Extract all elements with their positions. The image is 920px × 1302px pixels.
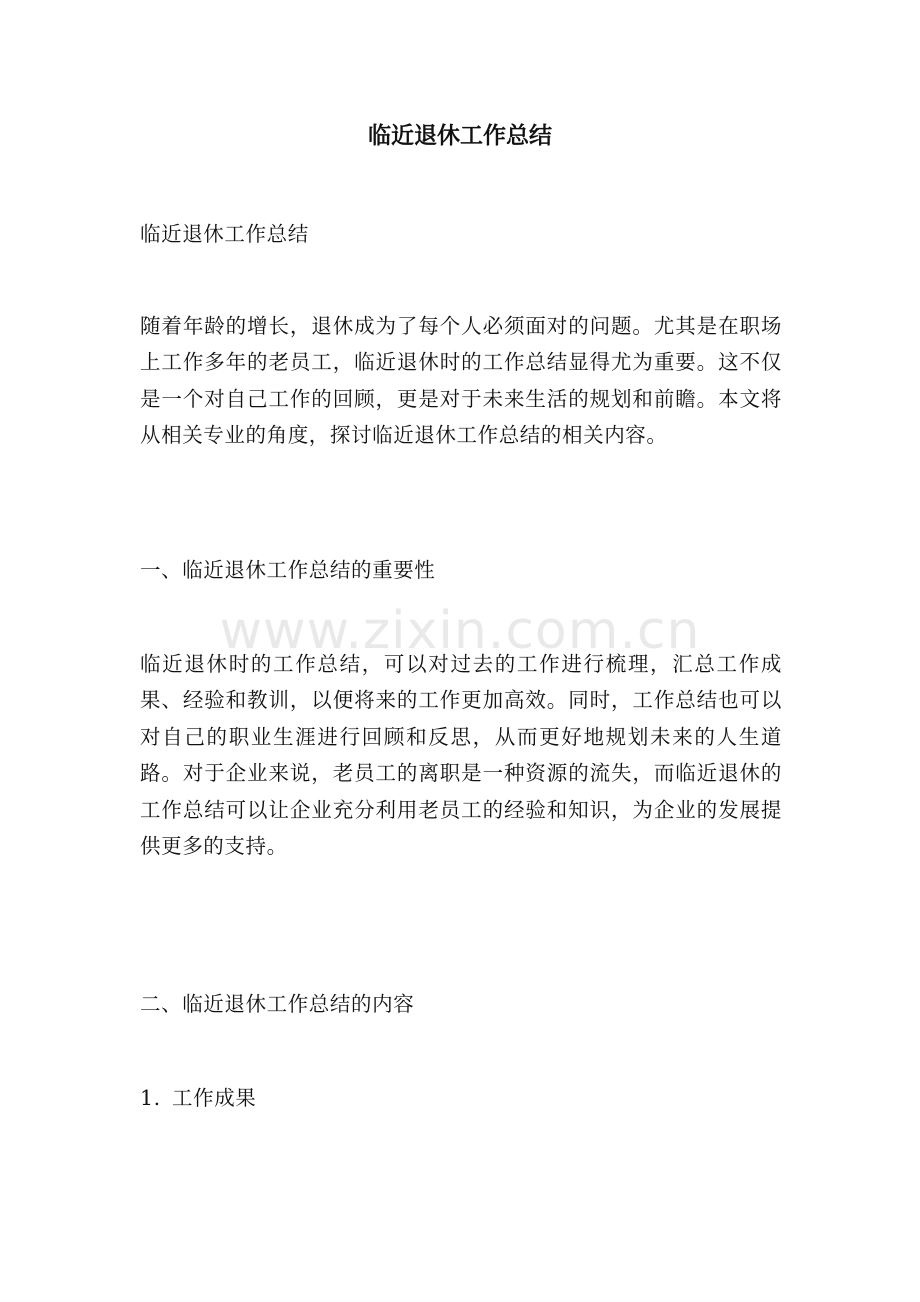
- section-heading-importance: 一、临近退休工作总结的重要性: [140, 558, 436, 582]
- importance-paragraph: 临近退休时的工作总结，可以对过去的工作进行梳理，汇总工作成果、经验和教训，以便将来的工作更加高效。同时，工作总结也可以对自己的职业生涯进行回顾和反思，从而更好地规划未来的人生道路。对于企业来说，老员工的离职是一种资源的流失，而临近退休的工作总结可以让企业充分利用老员工的经验和知识，为企业的发展提供更多的支持。: [140, 652, 782, 859]
- document-title: 临近退休工作总结: [368, 122, 552, 149]
- list-item-label: 工作成果: [172, 1086, 257, 1110]
- watermark-text: www.zixin.com.cn: [219, 601, 701, 661]
- intro-paragraph: 随着年龄的增长，退休成为了每个人必须面对的问题。尤其是在职场上工作多年的老员工，临近退休时的工作总结显得尤为重要。这不仅是一个对自己工作的回顾，更是对于未来生活的规划和前瞻。本文将从相关专业的角度，探讨临近退休工作总结的相关内容。: [140, 314, 782, 448]
- list-item-work-results: [140, 1080, 782, 1116]
- list-item-number: 1.: [140, 1086, 161, 1110]
- section-heading-content: 二、临近退休工作总结的内容: [140, 992, 415, 1016]
- document-subtitle: 临近退休工作总结: [140, 222, 309, 246]
